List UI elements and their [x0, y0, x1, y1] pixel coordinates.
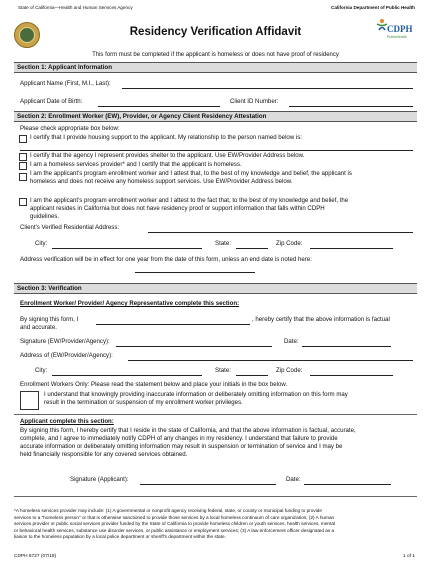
- applicant-statement-line1: By signing this form, I hereby certify that I reside in the state of California, and that the above information is factual, accurate,: [20, 427, 356, 434]
- initials-statement-line2: result in the termination or suspension of my enrollment worker privileges.: [44, 399, 243, 406]
- zip-label: Zip Code:: [276, 240, 303, 247]
- zip-field[interactable]: [310, 248, 393, 249]
- ew-address-label: Address of (EW/Provider/Agency):: [20, 352, 113, 359]
- page-number: 1 of 1: [402, 554, 415, 559]
- ew-state-label: State:: [215, 367, 231, 374]
- option-enrollment-resident-line2: applicant resides in California but does not have residency proof or support information that falls within CDPH: [30, 205, 325, 212]
- initials-prompt: Enrollment Workers Only: Please read the statement below and place your initials in the box below.: [20, 381, 288, 388]
- footnote-line1: *A homeless services provider may include: (1) A governmental or nonprofit agency receiving federal, state, or county or municipal funding to provide: [14, 508, 322, 513]
- ew-certify-prefix: By signing this form, I: [20, 316, 79, 323]
- initials-box[interactable]: [20, 391, 39, 410]
- option-housing-support-label: I certify that I provide housing support to the applicant. My relationship to the person named below is:: [30, 134, 303, 141]
- form-id: CDPH 8727 (07/18): [14, 554, 57, 559]
- ew-signature-field[interactable]: [116, 346, 272, 347]
- applicant-statement-line2: complete, and I agree to immediately notify CDPH of any changes in my residency. I understand that failure to provide: [20, 435, 338, 442]
- option-homeless-provider-label: I am a homeless services provider* and I certify that the applicant is homeless.: [30, 161, 242, 168]
- initials-statement-line1: I understand that knowingly providing inaccurate information or deliberately omitting information on this form may: [44, 391, 348, 398]
- ew-certify-end: and accurate.: [20, 324, 57, 331]
- ew-section-heading: Enrollment Worker/ Provider/ Agency Representative complete this section:: [20, 300, 240, 307]
- section3-divider: [14, 414, 417, 415]
- intro-text: This form must be completed if the applicant is homeless or does not have proof of residency: [92, 52, 339, 58]
- applicant-signature-label: Signature (Applicant):: [70, 476, 129, 483]
- applicant-date-label: Date:: [286, 476, 301, 483]
- option-enrollment-resident-checkbox[interactable]: [19, 198, 27, 206]
- applicant-statement-line4: held financially responsible for any covered services obtained.: [20, 451, 188, 458]
- ew-state-field[interactable]: [236, 375, 268, 376]
- applicant-date-field[interactable]: [304, 484, 391, 485]
- ew-signature-label: Signature (EW/Provider/Agency):: [20, 338, 110, 345]
- footnote-line3: services provider or public social services provider funded by the State of California to provide homeless children or youth services, health services, mental: [14, 521, 335, 527]
- option-enrollment-homeless-line1: I am the applicant's program enrollment worker and I attest that, to the best of my knowledge and belief, the applicant is: [30, 170, 352, 177]
- residential-address-field[interactable]: [148, 232, 413, 233]
- ew-name-field[interactable]: [96, 324, 250, 325]
- option-homeless-provider-checkbox[interactable]: [19, 162, 27, 170]
- ew-city-label: City:: [35, 367, 48, 374]
- option-housing-support-checkbox[interactable]: [19, 135, 27, 143]
- state-label: State:: [215, 240, 231, 247]
- option-shelter-label: I certify that the agency I represent provides shelter to the applicant. Use EW/Provider Address below.: [30, 152, 305, 159]
- applicant-dob-field[interactable]: [98, 106, 220, 107]
- footnote-line5: liaison to the homeless population by a local police department or sheriff's department within the state.: [14, 534, 226, 540]
- applicant-name-label: Applicant Name (First, M.I., Last):: [20, 80, 111, 87]
- ew-zip-label: Zip Code:: [276, 367, 303, 374]
- client-id-label: Client ID Number:: [230, 98, 279, 105]
- ew-date-field[interactable]: [302, 346, 391, 347]
- ew-city-field[interactable]: [52, 375, 202, 376]
- ew-certify-suffix: , hereby certify that the above information is factual: [252, 316, 390, 323]
- end-date-field[interactable]: [135, 272, 255, 273]
- city-field[interactable]: [52, 248, 202, 249]
- option-enrollment-homeless-checkbox[interactable]: [19, 173, 27, 181]
- logo-subtext: PublicHealth: [387, 35, 407, 39]
- footnote-line4: or behavioral health services, substance use disorder services, or public assistance or employment services; (3) A law enforcement officer designated as a: [14, 527, 335, 533]
- client-id-field[interactable]: [289, 106, 413, 107]
- validity-note: Address verification will be in effect for one year from the date of this form, unless an end date is noted here:: [20, 256, 312, 263]
- footnote-line2: services to a "homeless person" or that is otherwise sanctioned to provide those services by a local homeless continuum of care organization; (2) A human: [14, 514, 335, 520]
- residential-address-label: Client's Verified Residential Address:: [20, 224, 120, 231]
- applicant-name-field[interactable]: [122, 88, 413, 89]
- check-prompt: Please check appropriate box below:: [20, 125, 120, 132]
- state-field[interactable]: [236, 248, 268, 249]
- section1-heading: Section 1: Applicant Information: [14, 62, 417, 73]
- form-title: Residency Verification Affidavit: [129, 26, 302, 38]
- applicant-section-heading: Applicant complete this section:: [20, 418, 114, 425]
- footnote: [14, 508, 417, 541]
- applicant-signature-field[interactable]: [140, 484, 276, 485]
- option-enrollment-resident-line3: guidelines.: [30, 213, 60, 220]
- option-shelter-checkbox[interactable]: [19, 153, 27, 161]
- ew-date-label: Date:: [284, 338, 299, 345]
- applicant-statement-line3: accurate information or deliberately omitting information may result in suspension or termination of service and I may be: [20, 443, 343, 450]
- ew-zip-field[interactable]: [310, 375, 393, 376]
- section3-heading: Section 3: Verification: [14, 283, 417, 294]
- logo-text: CDPH: [387, 24, 413, 34]
- agency-name-right: California Department of Public Health: [331, 5, 415, 10]
- agency-name-left: State of California—Health and Human Services Agency: [18, 5, 133, 10]
- option-enrollment-resident-line1: I am the applicant's program enrollment worker and I attest to the fact that, to the best of my knowledge and belief, the: [30, 197, 349, 204]
- applicant-dob-label: Applicant Date of Birth:: [20, 98, 83, 105]
- section2-heading: Section 2: Enrollment Worker (EW), Provider, or Agency Client Residency Attestation: [14, 111, 417, 122]
- city-label: City:: [35, 240, 48, 247]
- relationship-field[interactable]: [20, 150, 413, 151]
- option-enrollment-homeless-line2: homeless and does not receive any homeless support services. Use EW/Provider Address below.: [30, 178, 293, 185]
- footnote-divider: [14, 496, 417, 497]
- ew-address-field[interactable]: [128, 360, 413, 361]
